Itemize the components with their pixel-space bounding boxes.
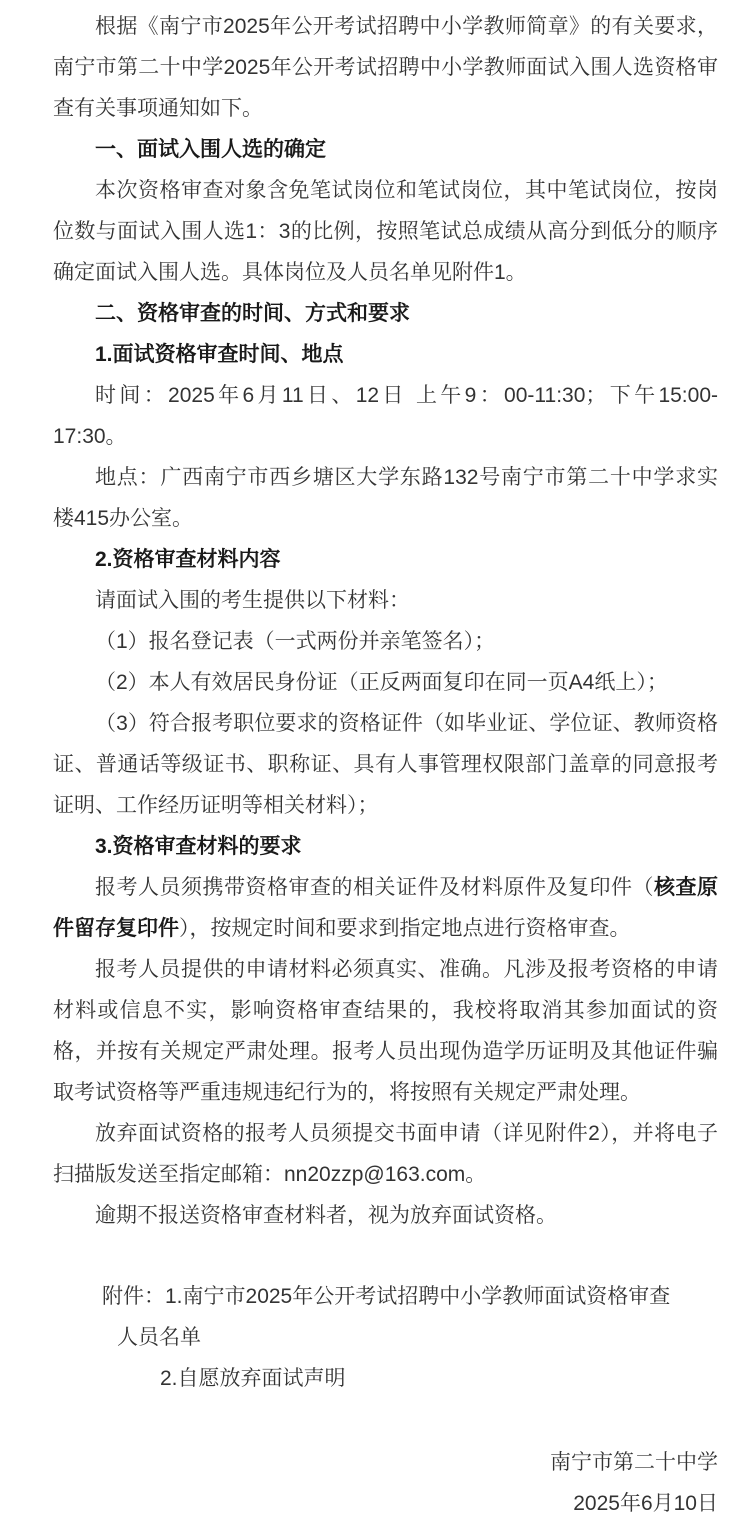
- intro-paragraph: 根据《南宁市2025年公开考试招聘中小学教师简章》的有关要求，南宁市第二十中学2025年公开考试招聘中小学教师面试入围人选资格审查有关事项通知如下。: [53, 15, 718, 120]
- material-item-3: （3）符合报考职位要求的资格证件（如毕业证、学位证、教师资格证、普通话等级证书、职称证、具有人事管理权限部门盖章的同意报考证明、工作经历证明等相关材料）；: [53, 712, 718, 817]
- attachment-line-1-continuation: 人员名单: [117, 1326, 201, 1349]
- section-2-heading: 二、资格审查的时间、方式和要求: [95, 302, 410, 325]
- requirement-paragraph-1: [53, 867, 718, 949]
- attachment-line-1: 附件：1.南宁市2025年公开考试招聘中小学教师面试资格审查: [102, 1285, 671, 1308]
- signature-date: 2025年6月10日: [573, 1492, 718, 1515]
- authenticity-paragraph: 报考人员提供的申请材料必须真实、准确。凡涉及报考资格的申请材料或信息不实，影响资格审查结果的，我校将取消其参加面试的资格，并按有关规定严肃处理。报考人员出现伪造学历证明及其他证件骗取考试资格等严重违规违纪行为的，将按照有关规定严肃处理。: [53, 958, 718, 1104]
- signature-organization: 南宁市第二十中学: [550, 1451, 718, 1474]
- attachments-block: [53, 1276, 718, 1399]
- sub-section-2-heading: 2.资格审查材料内容: [95, 548, 281, 571]
- requirement-paragraph-1-bold-emphasis: 核查原件留存复印件: [53, 876, 718, 940]
- sub-section-3-heading: 3.资格审查材料的要求: [95, 835, 302, 858]
- section-1-heading: 一、面试入围人选的确定: [95, 138, 326, 161]
- requirement-paragraph-1-post: ），按规定时间和要求到指定地点进行资格审查。: [179, 917, 631, 940]
- attachment-line-2: 2.自愿放弃面试声明: [160, 1367, 346, 1390]
- material-item-1: （1）报名登记表（一式两份并亲笔签名）；: [95, 630, 496, 653]
- abandon-interview-paragraph: 放弃面试资格的报考人员须提交书面申请（详见附件2），并将电子扫描版发送至指定邮箱：nn20zzp@163.com。: [53, 1122, 718, 1186]
- review-time-paragraph: 时间：2025年6月11日、12日 上午9：00-11:30；下午15:00-17:30。: [53, 384, 718, 448]
- section-1-body: 本次资格审查对象含免笔试岗位和笔试岗位，其中笔试岗位，按岗位数与面试入围人选1：3的比例，按照笔试总成绩从高分到低分的顺序确定面试入围人选。具体岗位及人员名单见附件1。: [53, 179, 718, 284]
- materials-lead-paragraph: 请面试入围的考生提供以下材料：: [95, 589, 410, 612]
- signature-block: [53, 1442, 718, 1524]
- material-item-2: （2）本人有效居民身份证（正反两面复印在同一页A4纸上）；: [95, 671, 668, 694]
- sub-section-1-heading: 1.面试资格审查时间、地点: [95, 343, 344, 366]
- overdue-paragraph: 逾期不报送资格审查材料者，视为放弃面试资格。: [95, 1204, 557, 1227]
- review-location-paragraph: 地点：广西南宁市西乡塘区大学东路132号南宁市第二十中学求实楼415办公室。: [53, 466, 718, 530]
- requirement-paragraph-1-pre: 报考人员须携带资格审查的相关证件及材料原件及复印件（: [95, 876, 654, 899]
